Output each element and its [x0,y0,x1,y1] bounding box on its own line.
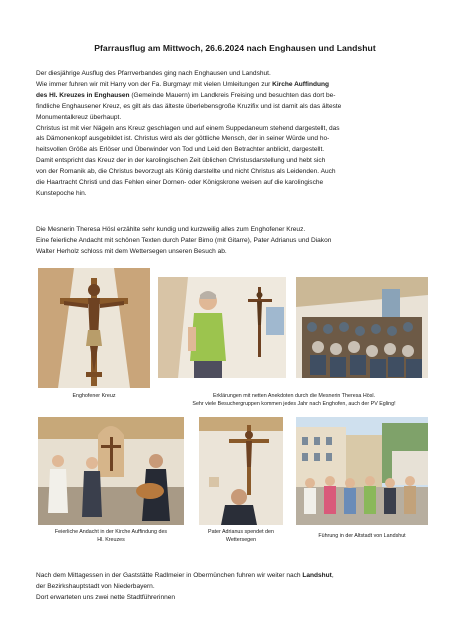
photo-altstadt-landshut [296,417,428,525]
text-line: Kunstepoche hin. [36,189,87,197]
page-title: Pfarrausflug am Mittwoch, 26.6.2024 nach Enghausen und Landshut [94,43,376,53]
text-line: Christus ist mit vier Nägeln ans Kreuz geschlagen und auf einem Suppedaneum stehend dargestellt, das [36,124,340,132]
text-line: Wie immer fuhren wir mit Harry von der Fa. Burgmayr mit vielen Umleitungen zur Kirche Auffindung [36,80,329,88]
mesnerin-paragraph [36,225,422,258]
outro-paragraph [36,571,422,604]
text-line: heitsvollen Größe als Erlöser und Überwinder von Tod und Leid den Betrachter anblickt, dargestellt. [36,146,325,154]
intro-paragraph [36,69,422,200]
caption-wettersegen: Pater Adrianus spendet den Wettersegen [208,529,274,544]
photo-andacht [38,417,184,525]
text-line: von der Romanik ab, die Christus bevorzugt als König darstellte und nicht Christus als Leidenden. Auch [36,168,336,176]
text-line: als Dämonenkopf ausgebildet ist. Christus wird als der göttliche Mensch, der in seiner Würde und ho- [36,135,330,143]
text-line: Damit entspricht das Kreuz der in der karolingischen Zeit üblichen Christusdarstellung und hebt sich [36,157,326,165]
caption-crucifix: Enghofener Kreuz [72,393,116,399]
caption-mesnerin: Erklärungen mit netten Anekdoten durch die Mesnerin Theresa Hösl. Sehr viele Besuchergruppen kommen jedes Jahr nach Enghofen, auch der PV Egling! [192,393,396,408]
text-line: findliche Enghausener Kreuz, es gilt als das älteste überlebensgroße Kruzifix und ist damit als das älteste [36,102,342,110]
text-line: die Haartracht Christi und das Fehlen einer Dornen- oder Königskrone weisen auf die karolingische [36,179,324,187]
text-line: Der diesjährige Ausflug des Pfarrverbandes ging nach Enghausen und Landshut. [36,70,271,77]
text-line: Nach dem Mittagessen in der Gaststätte Radlmeier in Obermünchen fuhren wir weiter nach Landshut, [36,572,334,579]
text-line: des Hl. Kreuzes in Enghausen (Gemeinde Mauern) im Landkreis Freising und besuchten das dort be- [36,91,336,99]
text-line: Walter Herholz schloss mit dem Wettersegen unseren Besuch ab. [36,247,227,255]
photo-mesnerin [158,277,286,378]
text-line: Monumentalkreuz überhaupt. [36,113,122,121]
caption-andacht: Feierliche Andacht in der Kirche Auffindung des Hl. Kreuzes [54,529,168,544]
text-line: Die Mesnerin Theresa Hösl erzählte sehr kundig und kurzweilig alles zum Enghofener Kreuz. [36,226,306,233]
photo-congregation [296,277,428,378]
photo-wettersegen [199,417,283,525]
text-line: der Bezirkshauptstadt von Niederbayern. [36,582,155,590]
text-line: Dort erwarteten uns zwei nette Stadtführerinnen [36,593,176,601]
caption-altstadt-landshut: Führung in der Altstadt von Landshut [318,533,406,539]
photo-crucifix [38,268,150,388]
text-line: Eine feierliche Andacht mit schönen Texten durch Pater Bimo (mit Gitarre), Pater Adrianus und Diakon [36,236,332,244]
